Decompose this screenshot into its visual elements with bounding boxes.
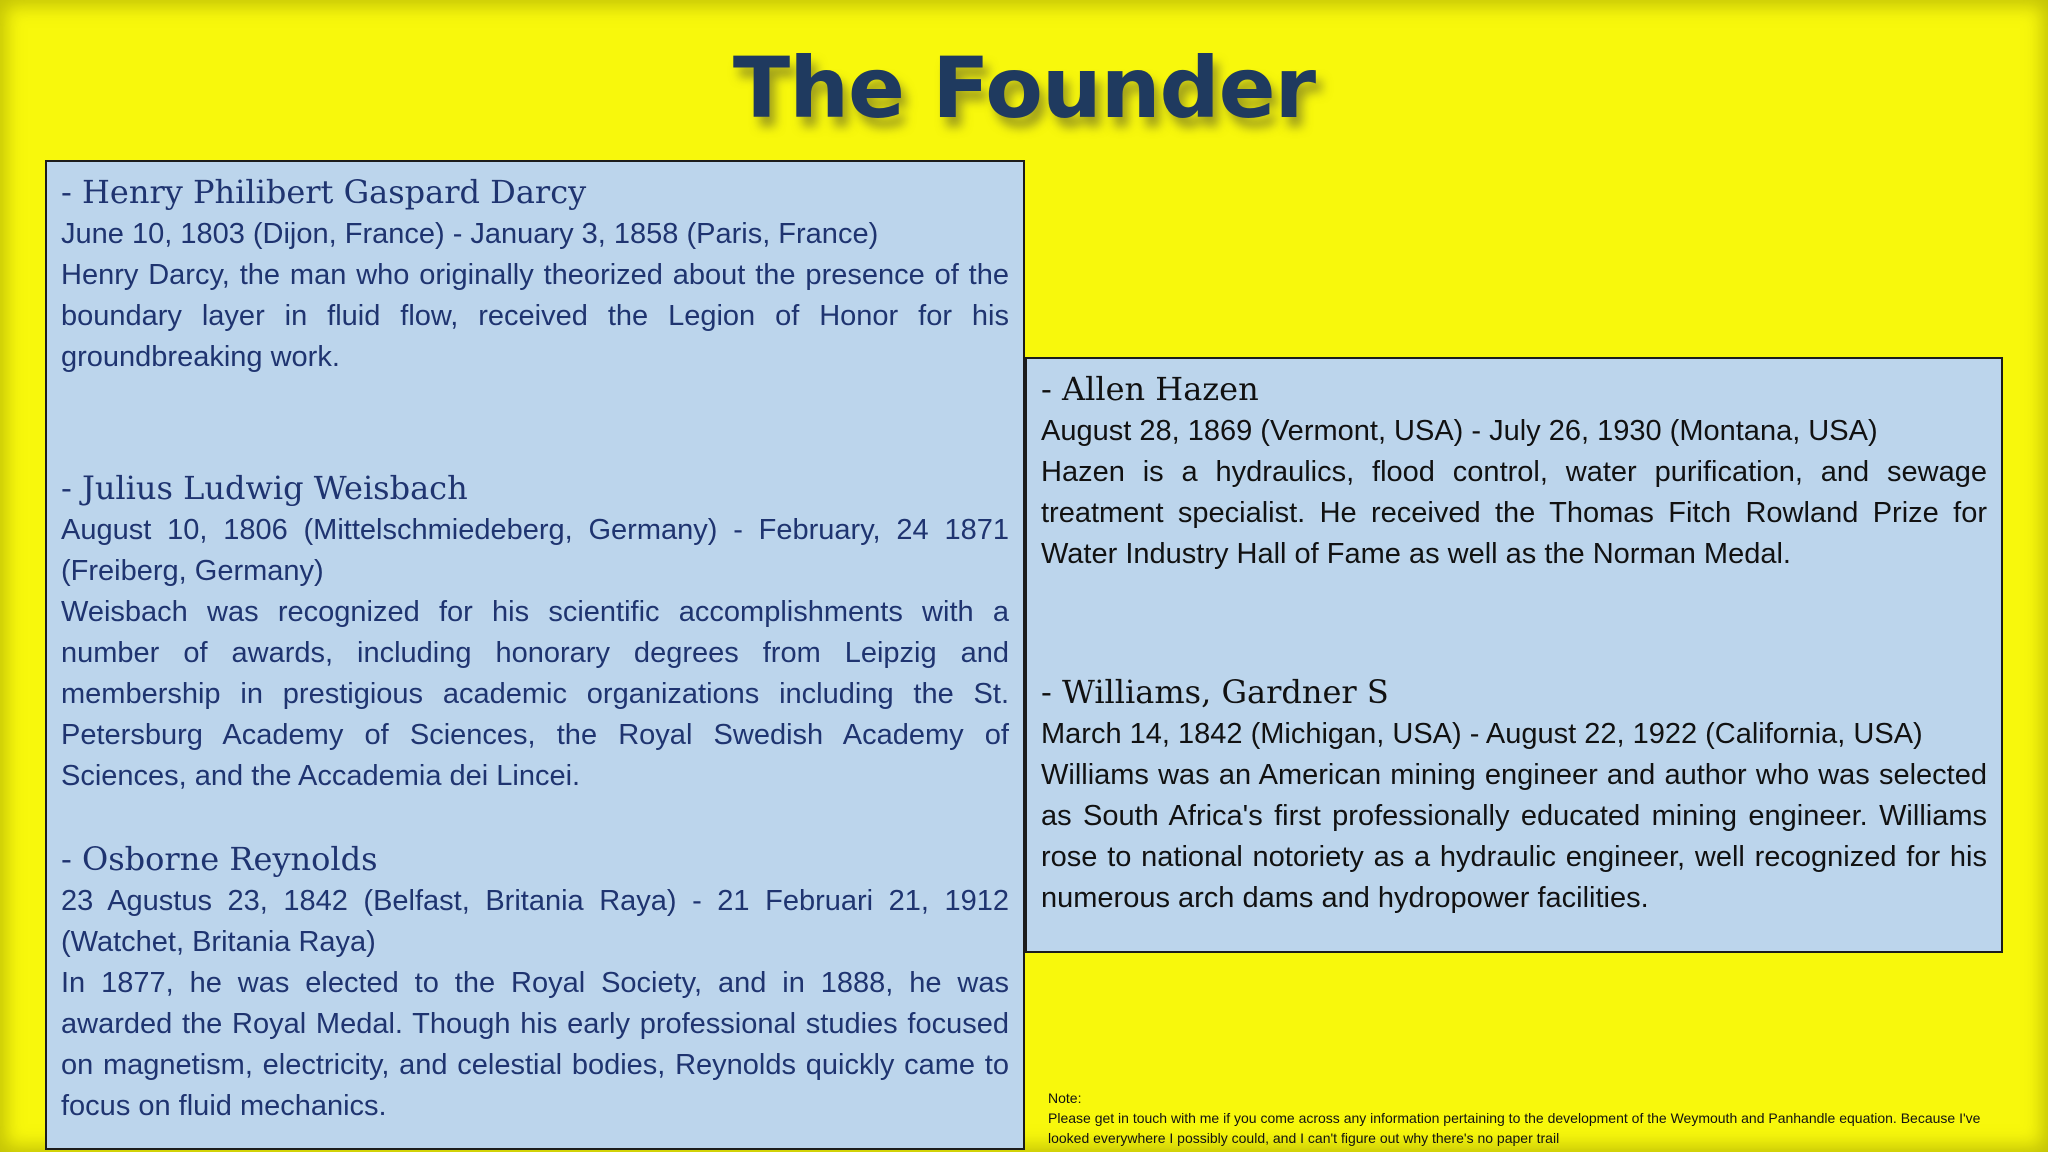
note-text: Please get in touch with me if you come across any information pertaining to the development of the Weymouth and Panhandle equation. Because I've looked everywhere I possibly could, and I can't figure out why there's no paper trail	[1048, 1110, 1981, 1146]
founder-entry-reynolds	[61, 837, 1009, 1127]
founders-right-panel	[1025, 357, 2003, 953]
founder-dates: June 10, 1803 (Dijon, France) - January 3, 1858 (Paris, France)	[61, 218, 879, 250]
founder-name: - Williams, Gardner S	[1041, 673, 1389, 711]
founder-description: Hazen is a hydraulics, flood control, water purification, and sewage treatment specialist. He received the Thomas Fitch Rowland Prize for Water Industry Hall of Fame as well as the Norman Medal.	[1041, 456, 1987, 570]
founder-entry-williams	[1041, 670, 1987, 919]
founder-entry-weisbach	[61, 466, 1009, 797]
footnote	[1048, 1088, 2008, 1148]
founder-description: In 1877, he was elected to the Royal Society, and in 1888, he was awarded the Royal Medal. Though his early professional studies focused on magnetism, electricity, and celestial bodies, Reynolds quickly came to focus on fluid mechanics.	[61, 967, 1009, 1122]
founder-dates: August 28, 1869 (Vermont, USA) - July 26, 1930 (Montana, USA)	[1041, 415, 1878, 447]
spacer	[1041, 575, 1987, 670]
founders-left-panel	[45, 160, 1025, 1150]
page-title: The Founder	[732, 39, 1316, 137]
founder-name: - Osborne Reynolds	[61, 840, 378, 878]
founder-description: Weisbach was recognized for his scientific accomplishments with a number of awards, including honorary degrees from Leipzig and membership in prestigious academic organizations including the St. Petersburg Academy of Sciences, the Royal Swedish Academy of Sciences, and the Accademia dei Lincei.	[61, 596, 1009, 792]
spacer	[61, 378, 1009, 466]
founder-name: - Henry Philibert Gaspard Darcy	[61, 173, 587, 211]
spacer	[61, 797, 1009, 837]
founder-name: - Julius Ludwig Weisbach	[61, 469, 468, 507]
founder-dates: 23 Agustus 23, 1842 (Belfast, Britania Raya) - 21 Februari 21, 1912 (Watchet, Britania Raya)	[61, 885, 1009, 958]
founder-entry-darcy	[61, 170, 1009, 378]
founder-dates: March 14, 1842 (Michigan, USA) - August 22, 1922 (California, USA)	[1041, 718, 1923, 750]
note-label: Note:	[1048, 1090, 1082, 1106]
founder-entry-hazen	[1041, 367, 1987, 575]
founder-name: - Allen Hazen	[1041, 370, 1259, 408]
founder-dates: August 10, 1806 (Mittelschmiedeberg, Germany) - February, 24 1871 (Freiberg, Germany)	[61, 514, 1009, 587]
founder-description: Henry Darcy, the man who originally theorized about the presence of the boundary layer in fluid flow, received the Legion of Honor for his groundbreaking work.	[61, 259, 1009, 373]
founder-description: Williams was an American mining engineer and author who was selected as South Africa's first professionally educated mining engineer. Williams rose to national notoriety as a hydraulic engineer, well recognized for his numerous arch dams and hydropower facilities.	[1041, 759, 1987, 914]
